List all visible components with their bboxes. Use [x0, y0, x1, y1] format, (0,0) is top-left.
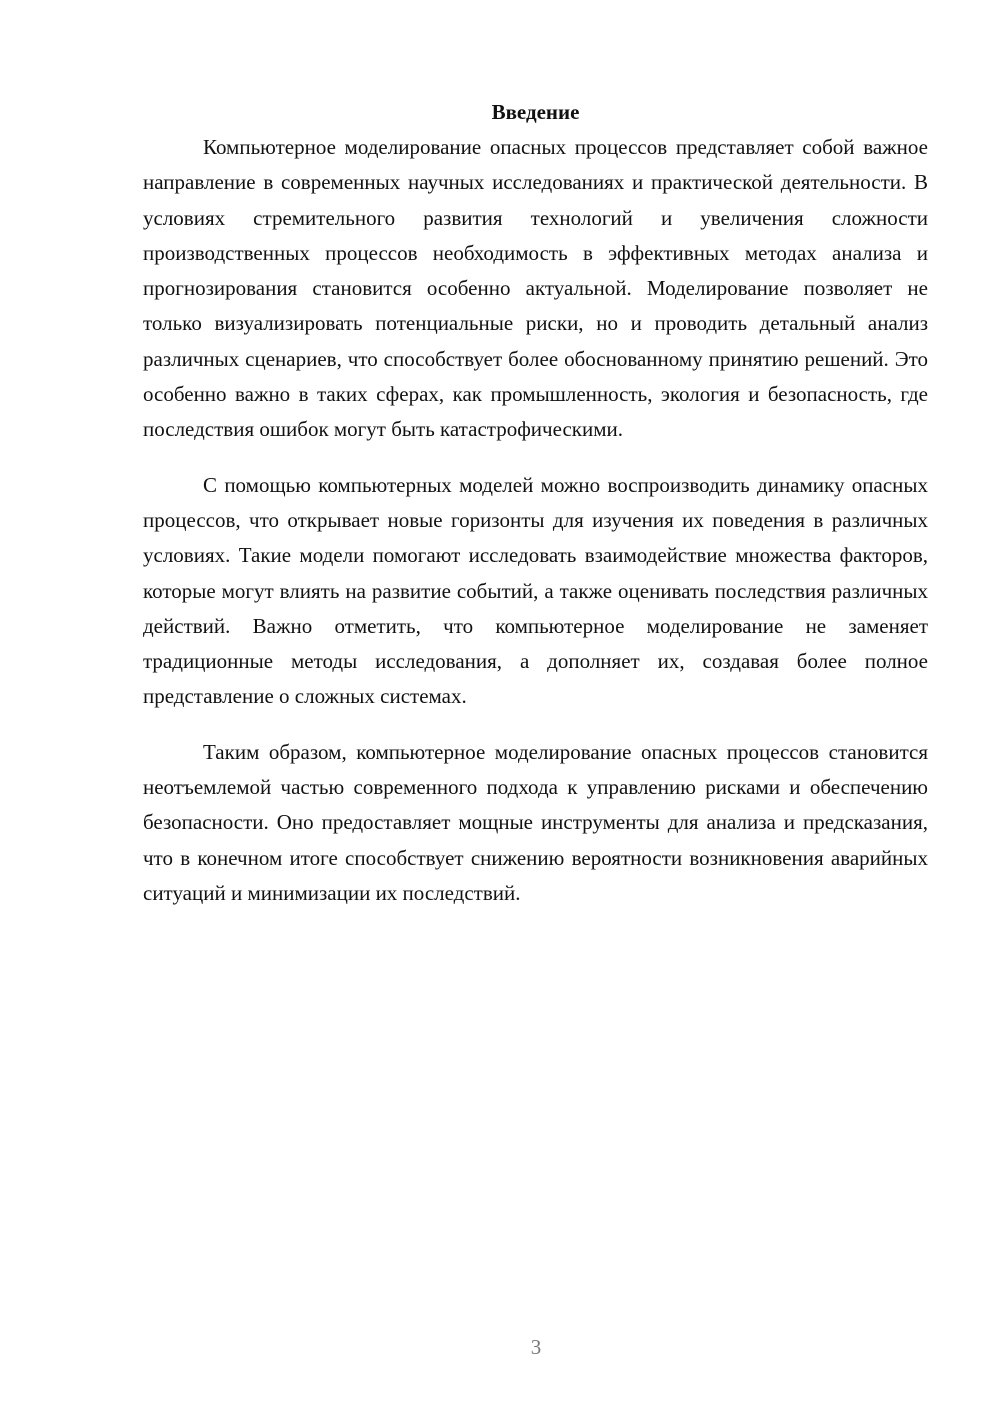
page-content	[143, 95, 928, 911]
paragraph-1: Компьютерное моделирование опасных процессов представляет собой важное направление в современных научных исследованиях и практической деятельности. В условиях стремительного развития технологий и увеличения сложности производственных процессов необходимость в эффективных методах анализа и прогнозирования становится особенно актуальной. Моделирование позволяет не только визуализировать потенциальные риски, но и проводить детальный анализ различных сценариев, что способствует более обоснованному принятию решений. Это особенно важно в таких сферах, как промышленность, экология и безопасность, где последствия ошибок могут быть катастрофическими.	[143, 135, 928, 442]
page-number: 3	[530, 1335, 542, 1359]
section-heading: Введение	[491, 100, 580, 124]
paragraph-3: Таким образом, компьютерное моделирование опасных процессов становится неотъемлемой частью современного подхода к управлению рисками и обеспечению безопасности. Оно предоставляет мощные инструменты для анализа и предсказания, что в конечном итоге способствует снижению вероятности возникновения аварийных ситуаций и минимизации их последствий.	[143, 739, 928, 905]
paragraph-2: С помощью компьютерных моделей можно воспроизводить динамику опасных процессов, что открывает новые горизонты для изучения их поведения в различных условиях. Такие модели помогают исследовать взаимодействие множества факторов, которые могут влиять на развитие событий, а также оценивать последствия различных действий. Важно отметить, что компьютерное моделирование не заменяет традиционные методы исследования, а дополняет их, создавая более полное представление о сложных системах.	[143, 472, 928, 709]
